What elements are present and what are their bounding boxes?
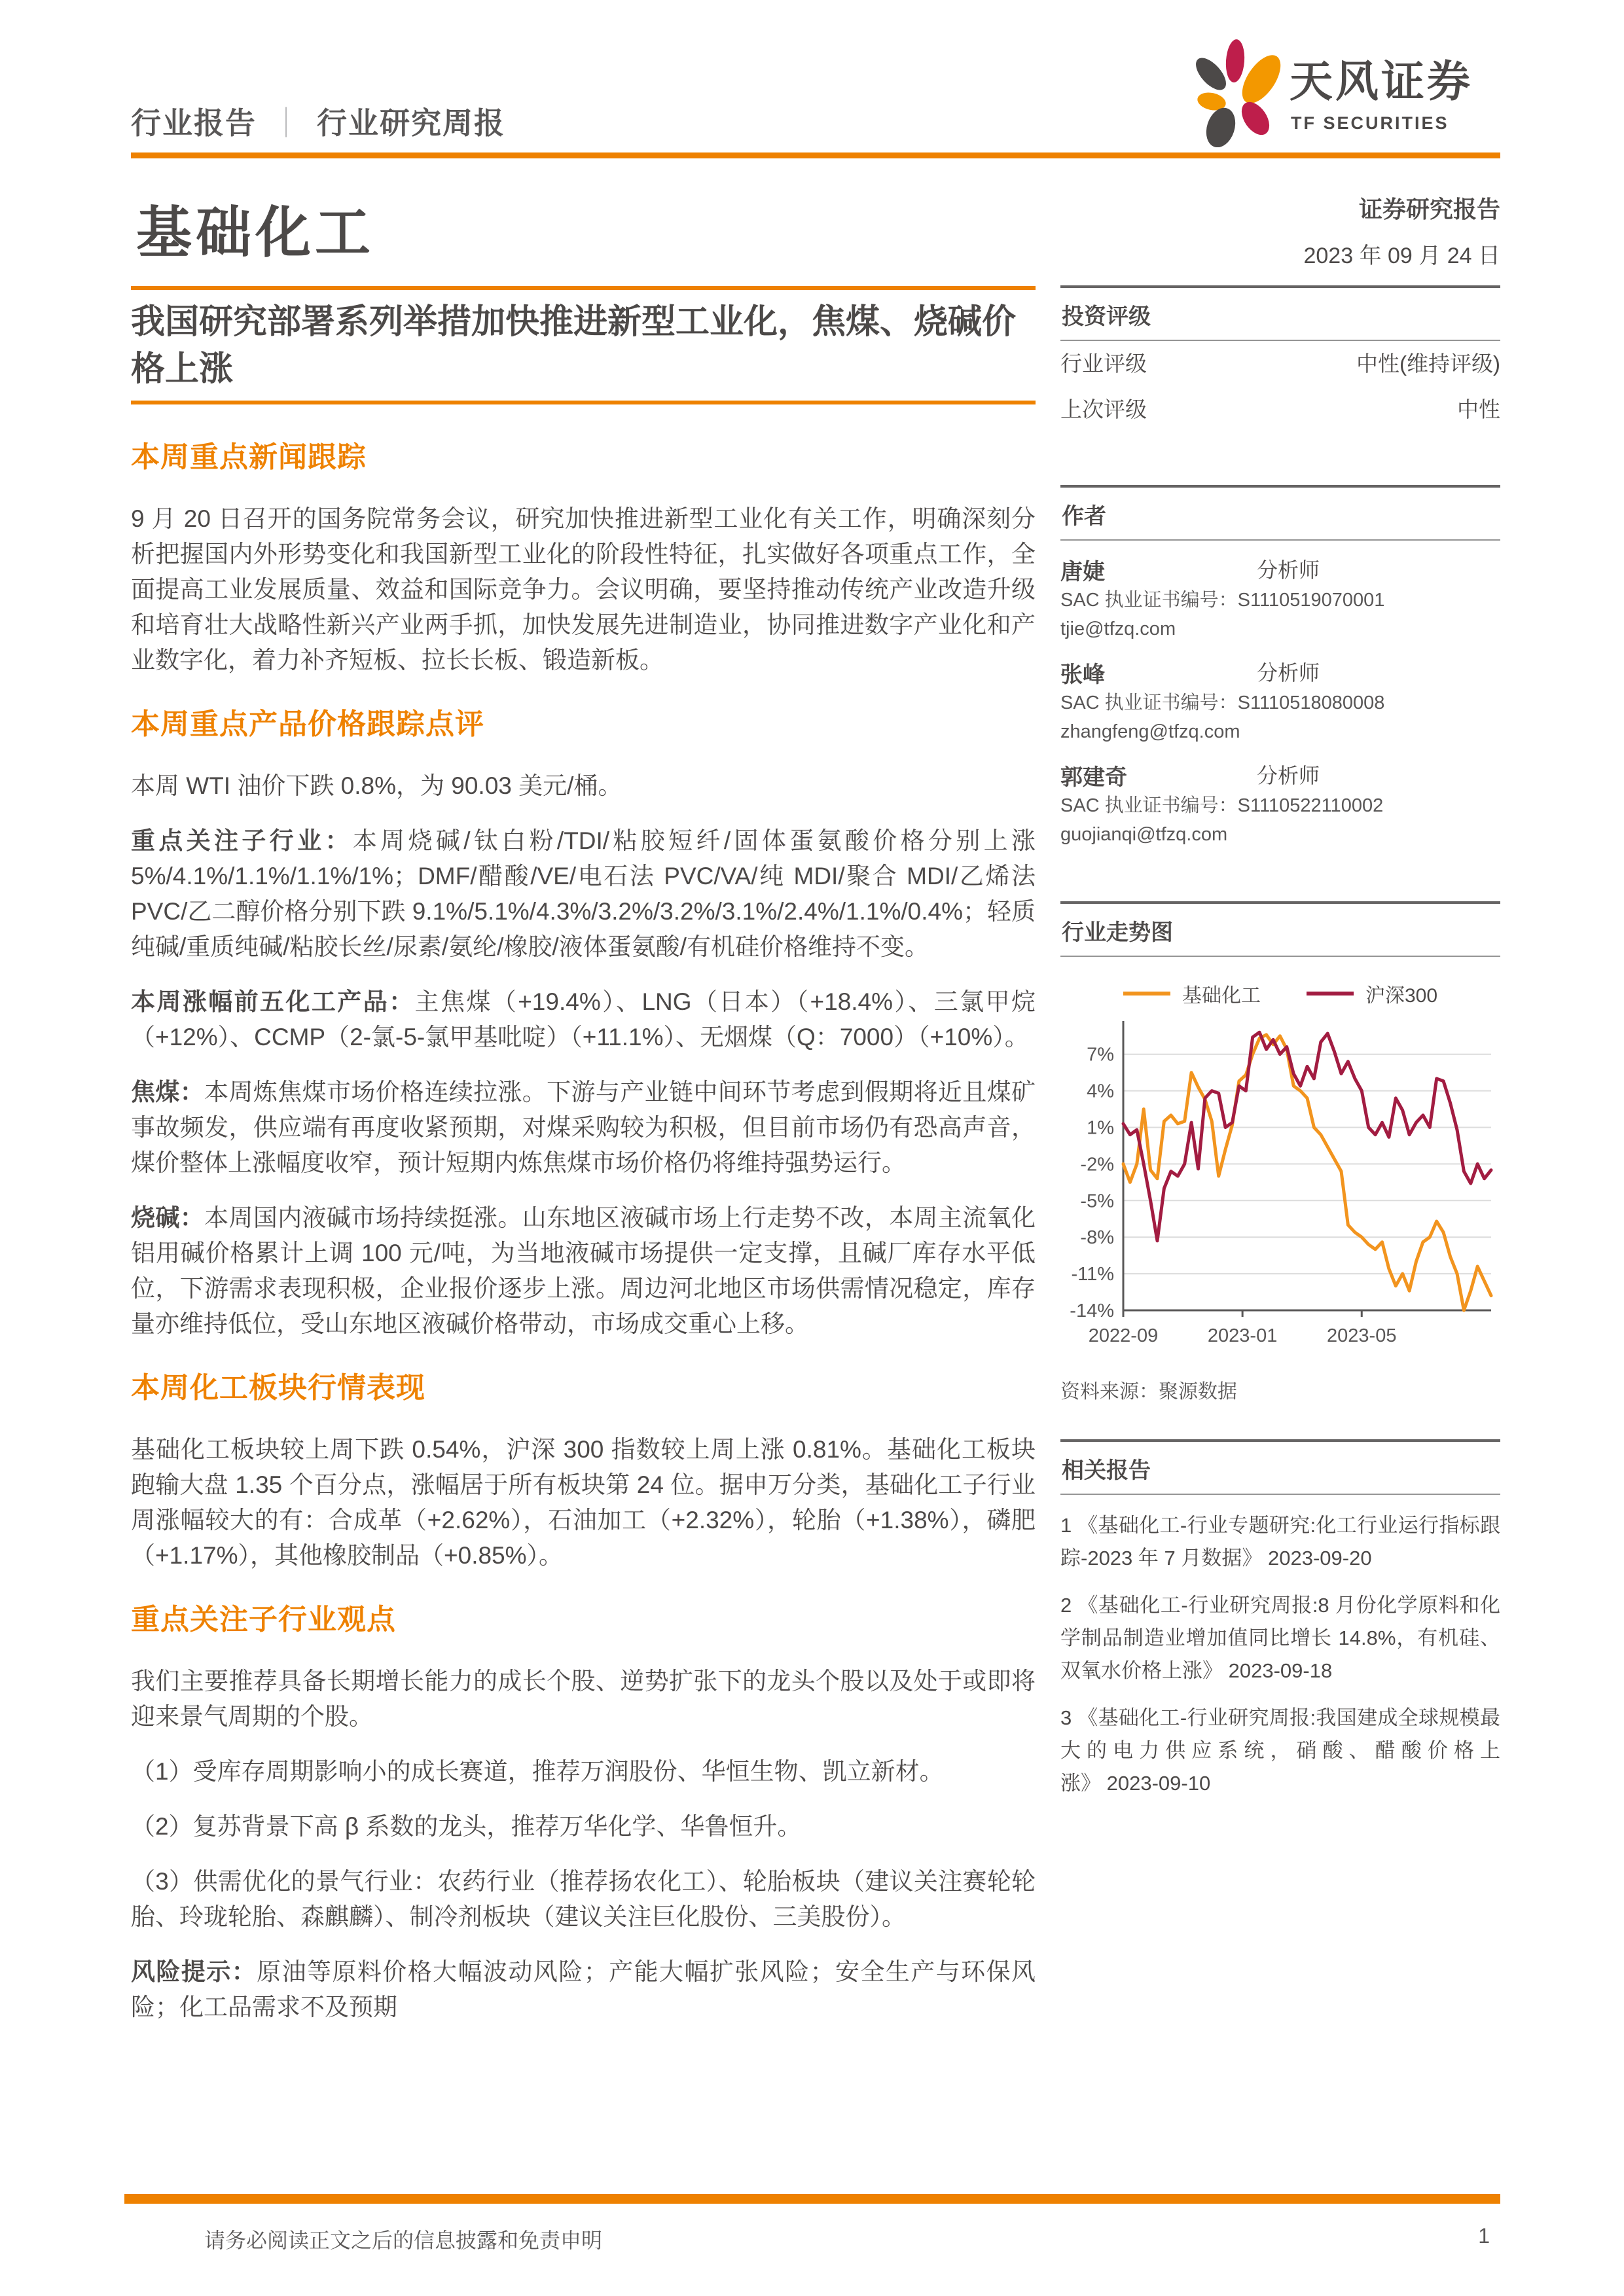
- brand-cn-text: 天风证券: [1290, 57, 1473, 105]
- logo-flower-icon: [1185, 36, 1499, 147]
- industry-trend-chart: [1060, 1014, 1500, 1350]
- tf-securities-logo: [1185, 36, 1499, 151]
- related-report-date: 2023-09-20: [1268, 1547, 1372, 1570]
- author-name: 郭建奇: [1060, 765, 1127, 790]
- page-number: 1: [1478, 2224, 1490, 2248]
- footer-disclaimer: 请务必阅读正文之后的信息披露和免责申明: [204, 2229, 603, 2252]
- related-reports-section-title: 相关报告: [1062, 1458, 1151, 1483]
- author-email[interactable]: zhangfeng@tfzq.com: [1060, 721, 1240, 742]
- header-divider: [131, 152, 1500, 158]
- author-row: [1060, 554, 1500, 586]
- author-name: 张峰: [1060, 662, 1105, 687]
- svg-text:-8%: -8%: [1080, 1227, 1114, 1249]
- svg-text:2023-05: 2023-05: [1327, 1325, 1397, 1346]
- breadcrumb-divider: ｜: [271, 106, 302, 140]
- chart-source: 资料来源：聚源数据: [1060, 1381, 1237, 1403]
- svg-text:-2%: -2%: [1080, 1154, 1114, 1175]
- legend-line-swatch: [1123, 992, 1170, 996]
- legend-label: 基础化工: [1182, 985, 1261, 1007]
- related-report-link[interactable]: 1 《基础化工-行业专题研究:化工行业运行指标跟踪-2023 年 7 月数据》 2023-09-20: [1060, 1514, 1500, 1570]
- divider: [131, 286, 1036, 290]
- divider: [131, 401, 1036, 404]
- author-sac-number: SAC 执业证书编号：S1110518080008: [1060, 692, 1385, 713]
- paragraph: （3）供需优化的景气行业：农药行业（推荐扬农化工）、轮胎板块（建议关注赛轮轮胎、玲珑轮胎、森麒麟）、制冷剂板块（建议关注巨化股份、三美股份）。: [131, 1868, 1036, 1930]
- author-email[interactable]: tjie@tfzq.com: [1060, 619, 1176, 639]
- section-heading-news: 本周重点新闻跟踪: [131, 441, 367, 473]
- author-role: 分析师: [1257, 661, 1320, 685]
- divider: [1060, 1494, 1500, 1495]
- page-title: 基础化工: [136, 202, 375, 264]
- author-role: 分析师: [1257, 764, 1320, 787]
- section-heading-sector-performance: 本周化工板块行情表现: [131, 1372, 425, 1404]
- author-name: 唐婕: [1060, 560, 1105, 584]
- rating-section-title: 投资评级: [1062, 304, 1151, 329]
- svg-text:4%: 4%: [1087, 1081, 1114, 1102]
- footer-divider: [124, 2194, 1500, 2204]
- legend-line-swatch: [1307, 992, 1354, 996]
- paragraph: 焦煤：本周炼焦煤市场价格连续拉涨。下游与产业链中间环节考虑到假期将近且煤矿事故频发，供应端有再度收紧预期，对煤采购较为积极，但目前市场仍有恐高声音，煤价整体上涨幅度收窄，预计短期内炼焦煤市场价格仍将维持强势运行。: [131, 1079, 1036, 1176]
- report-subcategory: 行业研究周报: [317, 106, 505, 140]
- paragraph: （1）受库存周期影响小的成长赛道，推荐万润股份、华恒生物、凯立新材。: [131, 1758, 944, 1785]
- legend-label: 沪深300: [1365, 985, 1438, 1007]
- authors-section-title: 作者: [1062, 504, 1106, 529]
- author-role: 分析师: [1257, 558, 1320, 582]
- related-report-link[interactable]: 3 《基础化工-行业研究周报:我国建成全球规模最大的电力供应系统，硝酸、醋酸价格上涨》 2023-09-10: [1060, 1706, 1500, 1795]
- report-headline: 我国研究部署系列举措加快推进新型工业化，焦煤、烧碱价格上涨: [131, 303, 1017, 388]
- author-email[interactable]: guojianqi@tfzq.com: [1060, 824, 1228, 845]
- paragraph: 本周 WTI 油价下跌 0.8%，为 90.03 美元/桶。: [131, 772, 623, 799]
- paragraph: 本周涨幅前五化工产品：主焦煤（+19.4%）、LNG（日本）（+18.4%）、三氯甲烷（+12%）、CCMP（2-氯-5-氯甲基吡啶）（+11.1%）、无烟煤（Q：7000）（+10%）。: [131, 988, 1036, 1050]
- related-report-date: 2023-09-18: [1228, 1659, 1333, 1682]
- svg-text:-11%: -11%: [1071, 1264, 1114, 1285]
- author-row: [1060, 759, 1500, 791]
- article-body: [131, 424, 1036, 2045]
- paragraph: 烧碱：本周国内液碱市场持续挺涨。山东地区液碱市场上行走势不改，本周主流氧化铝用碱价格累计上调 100 元/吨，为当地液碱市场提供一定支撑，且碱厂库存水平低位，下游需求表现积极，企业报价逐步上涨。周边河北地区市场供需情况稳定，库存量亦维持低位，受山东地区液碱价格带动，市场成交重心上移。: [131, 1204, 1036, 1337]
- divider: [1060, 956, 1500, 957]
- report-category: 行业报告: [131, 106, 257, 140]
- svg-text:7%: 7%: [1087, 1044, 1114, 1066]
- paragraph: 我们主要推荐具备长期增长能力的成长个股、逆势扩张下的龙头个股以及处于或即将迎来景气周期的个股。: [131, 1668, 1036, 1730]
- breadcrumb: [131, 99, 505, 143]
- industry-rating-row: [1060, 341, 1500, 387]
- report-meta-sidebar: [1060, 191, 1500, 1800]
- related-report-date: 2023-09-10: [1106, 1772, 1211, 1795]
- legend-item-chem: [1123, 979, 1261, 1008]
- related-report-link[interactable]: 2 《基础化工-行业研究周报:8 月份化学原料和化学制品制造业增加值同比增长 14.8%，有机硅、双氧水价格上涨》 2023-09-18: [1060, 1594, 1500, 1682]
- legend-item-hs300: [1307, 979, 1437, 1008]
- section-heading-prices: 本周重点产品价格跟踪点评: [131, 708, 484, 740]
- rating-label: 上次评级: [1060, 397, 1147, 422]
- paragraph: （2）复苏背景下高 β 系数的龙头，推荐万华化学、华鲁恒升。: [131, 1813, 802, 1840]
- paragraph: 重点关注子行业：本周烧碱/钛白粉/TDI/粘胶短纤/固体蛋氨酸价格分别上涨 5%/4.1%/1.1%/1.1%/1%；DMF/醋酸/VE/电石法 PVC/VA/纯 MDI/聚合 MDI/乙烯法 PVC/乙二醇价格分别下跌 9.1%/5.1%/4.3%/3.2%/3.2%/3.1%/2.4%/1.1%/0.4%；轻质纯碱/重质纯碱/粘胶长丝/尿素/氨纶/橡胶/液体蛋氨酸/有机硅价格维持不变。: [131, 827, 1036, 960]
- author-sac-number: SAC 执业证书编号：S1110522110002: [1060, 795, 1384, 816]
- trend-chart-section-title: 行业走势图: [1062, 920, 1173, 945]
- author-sac-number: SAC 执业证书编号：S1110519070001: [1060, 590, 1385, 611]
- divider: [1060, 539, 1500, 541]
- rating-label: 行业评级: [1060, 351, 1147, 376]
- report-date: 2023 年 09 月 24 日: [1303, 243, 1500, 268]
- paragraph-risk-notice: 风险提示：原油等原料价格大幅波动风险；产能大幅扩张风险；安全生产与环保风险；化工品需求不及预期: [131, 1958, 1036, 2020]
- section-heading-views: 重点关注子行业观点: [131, 1604, 396, 1636]
- rating-value: 中性(维持评级): [1356, 351, 1500, 376]
- rating-value: 中性: [1457, 397, 1500, 422]
- svg-text:2022-09: 2022-09: [1088, 1325, 1159, 1346]
- author-row: [1060, 656, 1500, 689]
- svg-text:-14%: -14%: [1070, 1300, 1114, 1321]
- svg-text:-5%: -5%: [1080, 1191, 1114, 1212]
- chart-legend: [1060, 979, 1500, 1008]
- paragraph: 基础化工板块较上周下跌 0.54%，沪深 300 指数较上周上涨 0.81%。基础化工板块跑输大盘 1.35 个百分点，涨幅居于所有板块第 24 位。据申万分类，基础化工子行业周涨幅较大的有：合成革（+2.62%），石油加工（+2.32%），轮胎（+1.38%），磷肥（+1.17%），其他橡胶制品（+0.85%）。: [131, 1436, 1036, 1569]
- report-type-label: 证券研究报告: [1358, 196, 1500, 223]
- brand-en-text: TF SECURITIES: [1291, 113, 1449, 133]
- svg-text:2023-01: 2023-01: [1207, 1325, 1278, 1346]
- svg-text:1%: 1%: [1087, 1117, 1114, 1139]
- paragraph: 9 月 20 日召开的国务院常务会议，研究加快推进新型工业化有关工作，明确深刻分析把握国内外形势变化和我国新型工业化的阶段性特征，扎实做好各项重点工作，全面提高工业发展质量、效益和国际竞争力。会议明确，要坚持推动传统产业改造升级和培育壮大战略性新兴产业两手抓，加快发展先进制造业，协同推进数字产业化和产业数字化，着力补齐短板、拉长长板、锻造新板。: [131, 505, 1036, 673]
- previous-rating-row: [1060, 387, 1500, 433]
